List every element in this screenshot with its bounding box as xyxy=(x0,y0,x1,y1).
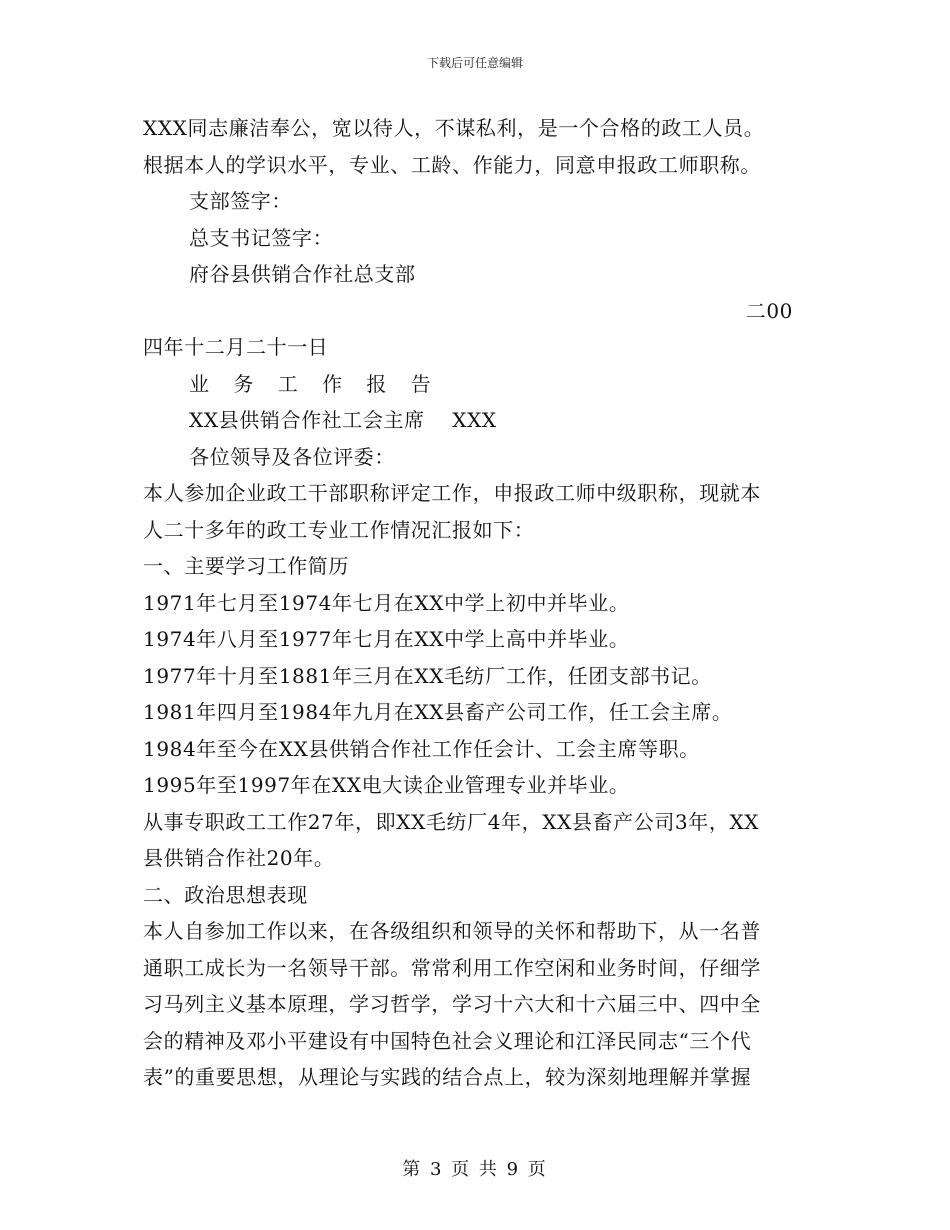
salutation: 各位领导及各位评委： xyxy=(189,444,395,469)
document-body xyxy=(143,110,793,1096)
organization-name: 府谷县供销合作社总支部 xyxy=(189,262,416,286)
body-line: 本人自参加工作以来，在各级组织和领导的关怀和帮助下，从一名普 xyxy=(143,919,761,943)
body-line: 人二十多年的政工专业工作情况汇报如下： xyxy=(143,517,535,542)
body-line: 通职工成长为一名领导干部。常常利用工作空闲和业务时间，仔细学 xyxy=(143,955,761,980)
report-title: 业 务 工 作 报 告 xyxy=(189,371,440,396)
resume-item: 1984年至今在XX县供销合作社工作任会计、工会主席等职。 xyxy=(143,736,700,761)
body-line: 从事专职政工工作27年，即XX毛纺厂4年，XX县畜产公司3年，XX xyxy=(143,809,760,834)
resume-item: 1974年八月至1977年七月在XX中学上高中并毕业。 xyxy=(143,627,630,651)
resume-item: 1995年至1997年在XX电大读企业管理专业并毕业。 xyxy=(143,773,630,797)
date-line-part2: 四年十二月二十一日 xyxy=(143,335,329,359)
section-heading: 二、政治思想表现 xyxy=(143,882,308,907)
body-line: 习马列主义基本原理，学习哲学，学习十六大和十六届三中、四中全 xyxy=(143,992,761,1016)
resume-item: 1971年七月至1974年七月在XX中学上初中并毕业。 xyxy=(143,590,630,615)
section-heading: 一、主要学习工作简历 xyxy=(143,554,349,578)
page-number: 第 3 页 共 9 页 xyxy=(402,1159,548,1180)
resume-item: 1977年十月至1881年三月在XX毛纺厂工作，任团支部书记。 xyxy=(143,663,712,688)
report-author: XX县供销合作社工会主席 XXX xyxy=(189,408,497,432)
resume-item: 1981年四月至1984年九月在XX县畜产公司工作，任工会主席。 xyxy=(143,700,733,724)
body-line: 本人参加企业政工干部职称评定工作，申报政工师中级职称，现就本 xyxy=(143,481,761,505)
body-line: 表”的重要思想，从理论与实践的结合点上，较为深刻地理解并掌握 xyxy=(143,1065,752,1089)
date-line-part1: 二00 xyxy=(745,298,793,323)
body-line: 县供销合作社20年。 xyxy=(143,846,335,870)
body-line: XXX同志廉洁奉公，宽以待人，不谋私利，是一个合格的政工人员。 xyxy=(143,116,765,140)
body-line: 会的精神及邓小平建设有中国特色社会义理论和江泽民同志“三个代 xyxy=(143,1028,752,1053)
body-line: 根据本人的学识水平，专业、工龄、作能力，同意申报政工师职称。 xyxy=(143,152,761,177)
page-header: 下载后可任意编辑 xyxy=(426,56,523,70)
branch-signature-label: 支部签字： xyxy=(189,189,292,213)
secretary-signature-label: 总支书记签字： xyxy=(189,225,334,250)
